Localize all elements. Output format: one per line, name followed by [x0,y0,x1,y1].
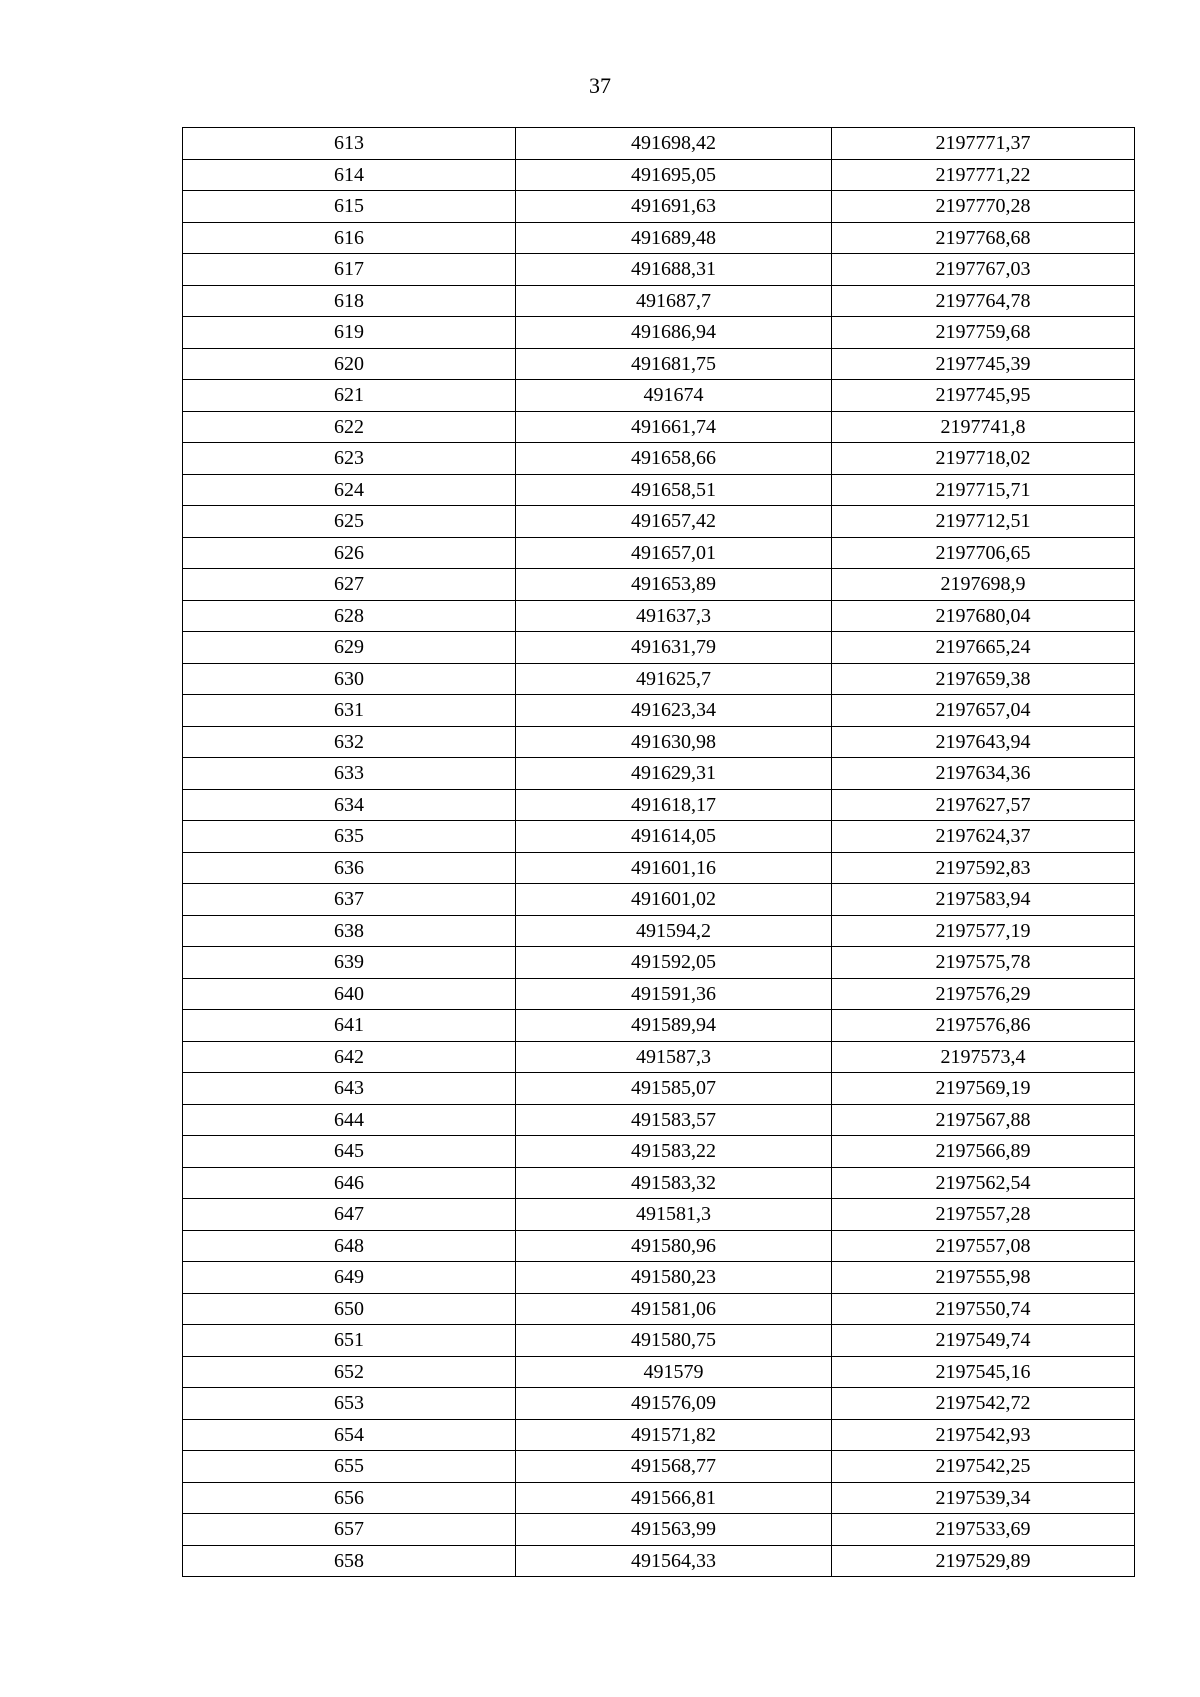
point-number-cell: 627 [183,569,516,601]
x-coordinate-cell: 491591,36 [516,978,832,1010]
y-coordinate-cell: 2197741,8 [832,411,1135,443]
point-number-cell: 651 [183,1325,516,1357]
table-row [183,254,1135,286]
point-number-cell: 630 [183,663,516,695]
table-row [183,474,1135,506]
x-coordinate-cell: 491581,3 [516,1199,832,1231]
y-coordinate-cell: 2197718,02 [832,443,1135,475]
table-row [183,915,1135,947]
x-coordinate-cell: 491686,94 [516,317,832,349]
y-coordinate-cell: 2197575,78 [832,947,1135,979]
x-coordinate-cell: 491583,32 [516,1167,832,1199]
point-number-cell: 625 [183,506,516,538]
y-coordinate-cell: 2197665,24 [832,632,1135,664]
y-coordinate-cell: 2197767,03 [832,254,1135,286]
x-coordinate-cell: 491568,77 [516,1451,832,1483]
point-number-cell: 657 [183,1514,516,1546]
table-row [183,632,1135,664]
x-coordinate-cell: 491594,2 [516,915,832,947]
table-row [183,726,1135,758]
y-coordinate-cell: 2197698,9 [832,569,1135,601]
point-number-cell: 622 [183,411,516,443]
point-number-cell: 646 [183,1167,516,1199]
point-number-cell: 644 [183,1104,516,1136]
y-coordinate-cell: 2197583,94 [832,884,1135,916]
x-coordinate-cell: 491689,48 [516,222,832,254]
x-coordinate-cell: 491580,75 [516,1325,832,1357]
table-row [183,348,1135,380]
x-coordinate-cell: 491571,82 [516,1419,832,1451]
y-coordinate-cell: 2197529,89 [832,1545,1135,1577]
table-row [183,411,1135,443]
y-coordinate-cell: 2197573,4 [832,1041,1135,1073]
x-coordinate-cell: 491576,09 [516,1388,832,1420]
x-coordinate-cell: 491658,51 [516,474,832,506]
table-row [183,1356,1135,1388]
table-row [183,191,1135,223]
point-number-cell: 640 [183,978,516,1010]
x-coordinate-cell: 491585,07 [516,1073,832,1105]
y-coordinate-cell: 2197624,37 [832,821,1135,853]
x-coordinate-cell: 491681,75 [516,348,832,380]
point-number-cell: 636 [183,852,516,884]
x-coordinate-cell: 491623,34 [516,695,832,727]
table-row [183,1293,1135,1325]
point-number-cell: 626 [183,537,516,569]
table-row [183,1262,1135,1294]
table-row [183,1388,1135,1420]
x-coordinate-cell: 491631,79 [516,632,832,664]
x-coordinate-cell: 491688,31 [516,254,832,286]
x-coordinate-cell: 491691,63 [516,191,832,223]
table-row [183,285,1135,317]
point-number-cell: 649 [183,1262,516,1294]
x-coordinate-cell: 491601,16 [516,852,832,884]
table-row [183,506,1135,538]
point-number-cell: 652 [183,1356,516,1388]
point-number-cell: 635 [183,821,516,853]
table-row [183,1514,1135,1546]
y-coordinate-cell: 2197539,34 [832,1482,1135,1514]
y-coordinate-cell: 2197549,74 [832,1325,1135,1357]
y-coordinate-cell: 2197768,68 [832,222,1135,254]
table-row [183,1136,1135,1168]
point-number-cell: 632 [183,726,516,758]
x-coordinate-cell: 491580,96 [516,1230,832,1262]
table-row [183,222,1135,254]
point-number-cell: 656 [183,1482,516,1514]
y-coordinate-cell: 2197770,28 [832,191,1135,223]
x-coordinate-cell: 491657,01 [516,537,832,569]
y-coordinate-cell: 2197745,95 [832,380,1135,412]
y-coordinate-cell: 2197569,19 [832,1073,1135,1105]
point-number-cell: 624 [183,474,516,506]
table-row [183,884,1135,916]
table-row [183,695,1135,727]
table-body [183,128,1135,1577]
x-coordinate-cell: 491583,22 [516,1136,832,1168]
y-coordinate-cell: 2197557,08 [832,1230,1135,1262]
point-number-cell: 647 [183,1199,516,1231]
y-coordinate-cell: 2197715,71 [832,474,1135,506]
y-coordinate-cell: 2197542,93 [832,1419,1135,1451]
point-number-cell: 618 [183,285,516,317]
table-row [183,128,1135,160]
x-coordinate-cell: 491698,42 [516,128,832,160]
table-row [183,317,1135,349]
point-number-cell: 643 [183,1073,516,1105]
table-row [183,1482,1135,1514]
x-coordinate-cell: 491564,33 [516,1545,832,1577]
x-coordinate-cell: 491625,7 [516,663,832,695]
y-coordinate-cell: 2197712,51 [832,506,1135,538]
point-number-cell: 616 [183,222,516,254]
table-row [183,1104,1135,1136]
table-row [183,852,1135,884]
y-coordinate-cell: 2197659,38 [832,663,1135,695]
x-coordinate-cell: 491687,7 [516,285,832,317]
x-coordinate-cell: 491614,05 [516,821,832,853]
y-coordinate-cell: 2197542,25 [832,1451,1135,1483]
x-coordinate-cell: 491592,05 [516,947,832,979]
table-row [183,821,1135,853]
table-row [183,1419,1135,1451]
y-coordinate-cell: 2197555,98 [832,1262,1135,1294]
x-coordinate-cell: 491657,42 [516,506,832,538]
point-number-cell: 648 [183,1230,516,1262]
table-row [183,600,1135,632]
x-coordinate-cell: 491637,3 [516,600,832,632]
table-row [183,1230,1135,1262]
y-coordinate-cell: 2197771,22 [832,159,1135,191]
x-coordinate-cell: 491583,57 [516,1104,832,1136]
point-number-cell: 628 [183,600,516,632]
y-coordinate-cell: 2197592,83 [832,852,1135,884]
x-coordinate-cell: 491579 [516,1356,832,1388]
y-coordinate-cell: 2197557,28 [832,1199,1135,1231]
y-coordinate-cell: 2197545,16 [832,1356,1135,1388]
point-number-cell: 641 [183,1010,516,1042]
x-coordinate-cell: 491658,66 [516,443,832,475]
x-coordinate-cell: 491674 [516,380,832,412]
point-number-cell: 614 [183,159,516,191]
table-row [183,537,1135,569]
point-number-cell: 658 [183,1545,516,1577]
y-coordinate-cell: 2197533,69 [832,1514,1135,1546]
point-number-cell: 638 [183,915,516,947]
point-number-cell: 655 [183,1451,516,1483]
point-number-cell: 654 [183,1419,516,1451]
point-number-cell: 633 [183,758,516,790]
point-number-cell: 620 [183,348,516,380]
y-coordinate-cell: 2197562,54 [832,1167,1135,1199]
table-row [183,1010,1135,1042]
table-row [183,663,1135,695]
table-row [183,1325,1135,1357]
y-coordinate-cell: 2197627,57 [832,789,1135,821]
table-row [183,1545,1135,1577]
y-coordinate-cell: 2197764,78 [832,285,1135,317]
point-number-cell: 617 [183,254,516,286]
table-row [183,758,1135,790]
y-coordinate-cell: 2197643,94 [832,726,1135,758]
point-number-cell: 619 [183,317,516,349]
point-number-cell: 645 [183,1136,516,1168]
y-coordinate-cell: 2197542,72 [832,1388,1135,1420]
y-coordinate-cell: 2197576,29 [832,978,1135,1010]
y-coordinate-cell: 2197567,88 [832,1104,1135,1136]
x-coordinate-cell: 491661,74 [516,411,832,443]
y-coordinate-cell: 2197577,19 [832,915,1135,947]
point-number-cell: 639 [183,947,516,979]
point-number-cell: 613 [183,128,516,160]
y-coordinate-cell: 2197550,74 [832,1293,1135,1325]
y-coordinate-cell: 2197759,68 [832,317,1135,349]
table-row [183,380,1135,412]
point-number-cell: 623 [183,443,516,475]
x-coordinate-cell: 491563,99 [516,1514,832,1546]
y-coordinate-cell: 2197576,86 [832,1010,1135,1042]
x-coordinate-cell: 491629,31 [516,758,832,790]
y-coordinate-cell: 2197634,36 [832,758,1135,790]
point-number-cell: 631 [183,695,516,727]
x-coordinate-cell: 491653,89 [516,569,832,601]
table-row [183,947,1135,979]
x-coordinate-cell: 491587,3 [516,1041,832,1073]
table-row [183,978,1135,1010]
point-number-cell: 621 [183,380,516,412]
y-coordinate-cell: 2197680,04 [832,600,1135,632]
point-number-cell: 653 [183,1388,516,1420]
table-row [183,1167,1135,1199]
x-coordinate-cell: 491618,17 [516,789,832,821]
y-coordinate-cell: 2197657,04 [832,695,1135,727]
x-coordinate-cell: 491630,98 [516,726,832,758]
table-row [183,569,1135,601]
x-coordinate-cell: 491695,05 [516,159,832,191]
point-number-cell: 615 [183,191,516,223]
x-coordinate-cell: 491581,06 [516,1293,832,1325]
table-row [183,1199,1135,1231]
x-coordinate-cell: 491601,02 [516,884,832,916]
point-number-cell: 634 [183,789,516,821]
y-coordinate-cell: 2197566,89 [832,1136,1135,1168]
y-coordinate-cell: 2197745,39 [832,348,1135,380]
point-number-cell: 629 [183,632,516,664]
table-row [183,159,1135,191]
x-coordinate-cell: 491589,94 [516,1010,832,1042]
point-number-cell: 637 [183,884,516,916]
point-number-cell: 642 [183,1041,516,1073]
table-row [183,1073,1135,1105]
x-coordinate-cell: 491566,81 [516,1482,832,1514]
table-row [183,789,1135,821]
table-row [183,1041,1135,1073]
table-row [183,443,1135,475]
x-coordinate-cell: 491580,23 [516,1262,832,1294]
table-row [183,1451,1135,1483]
page-number: 37 [589,73,611,98]
coordinates-table [182,127,1135,1577]
point-number-cell: 650 [183,1293,516,1325]
y-coordinate-cell: 2197771,37 [832,128,1135,160]
y-coordinate-cell: 2197706,65 [832,537,1135,569]
